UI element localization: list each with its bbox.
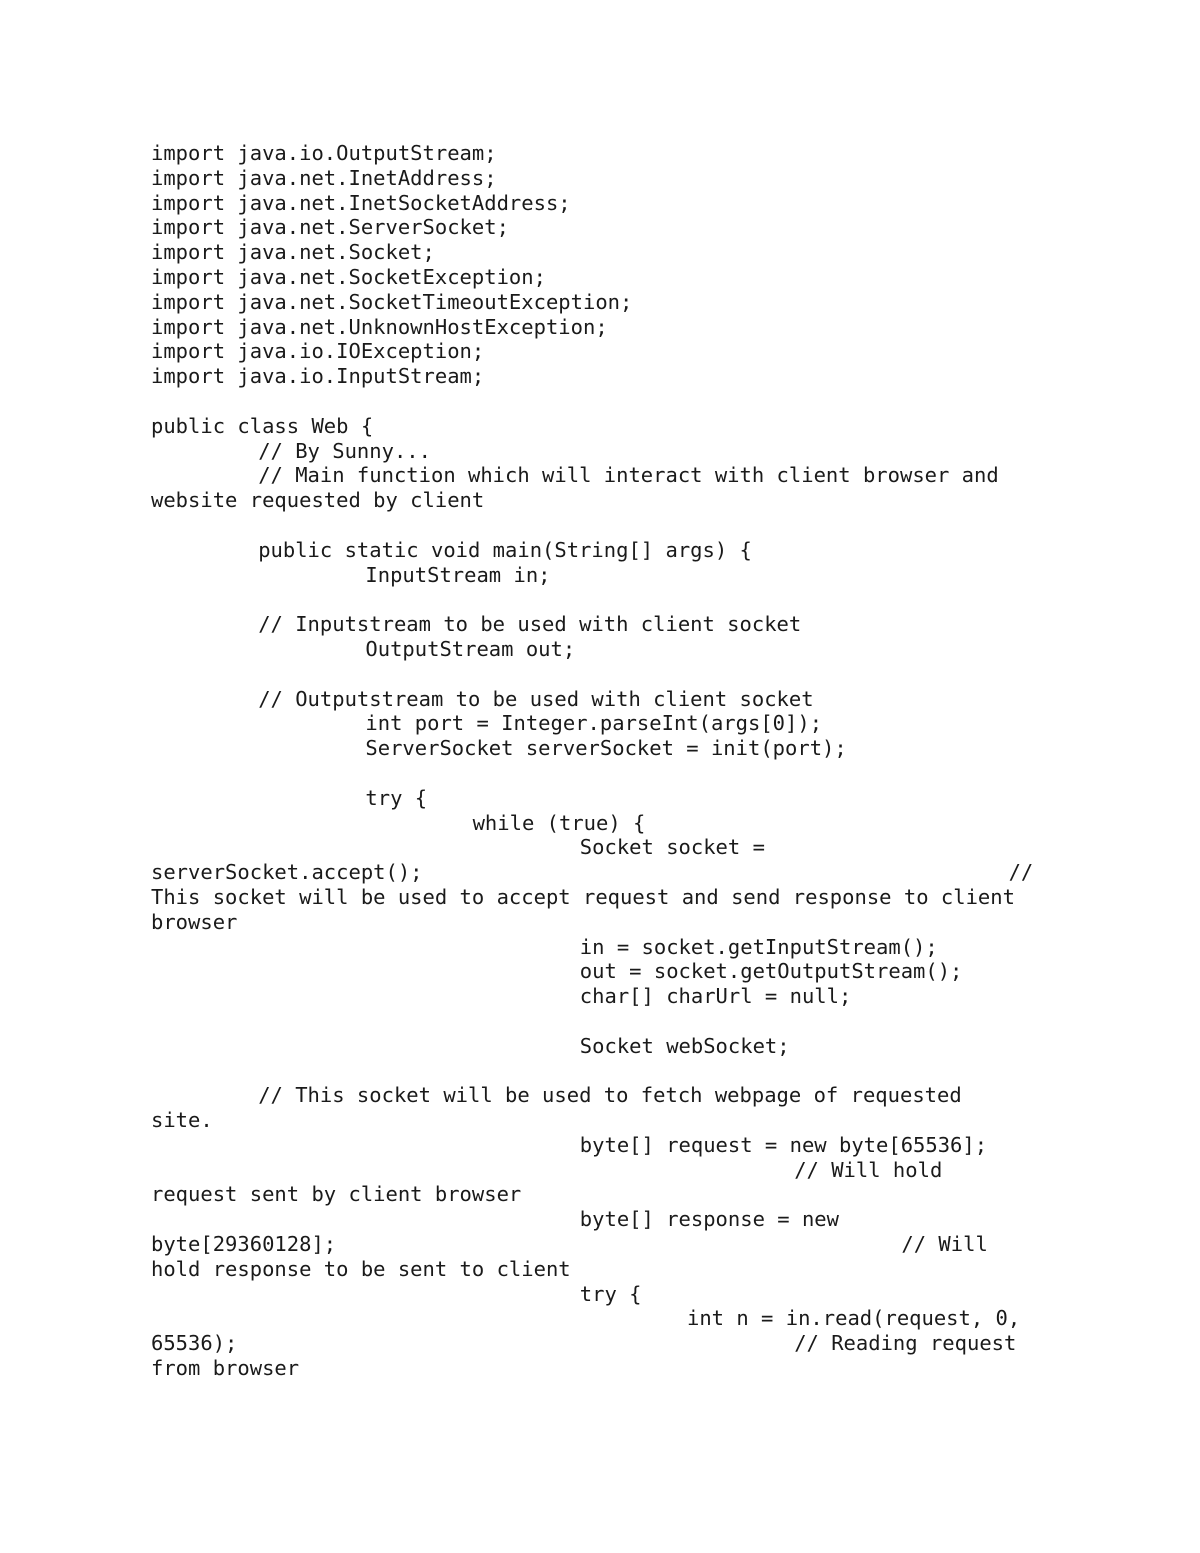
code-text: try {: [365, 785, 428, 810]
code-text: public class Web {: [151, 413, 374, 438]
code-text: in = socket.getInputStream();: [579, 934, 938, 959]
code-text: request sent by client browser: [151, 1182, 522, 1207]
code-text: out = socket.getOutputStream();: [579, 959, 963, 984]
code-text: hold response to be sent to client: [151, 1256, 571, 1281]
code-text: site.: [151, 1108, 213, 1133]
code-line: [151, 1356, 1051, 1381]
code-line: [151, 1282, 1051, 1307]
code-line: [151, 1232, 1051, 1257]
code-text: import java.net.SocketTimeoutException;: [151, 289, 633, 314]
code-line: [151, 191, 1051, 216]
code-line: [151, 935, 1051, 960]
code-line: [151, 1158, 1051, 1183]
code-line: [151, 414, 1051, 439]
code-text: import java.net.Socket;: [151, 240, 435, 265]
code-line: [151, 364, 1051, 389]
code-line: [151, 1306, 1051, 1331]
code-line: [151, 1108, 1051, 1133]
code-line: [151, 315, 1051, 340]
code-line: [151, 612, 1051, 637]
code-text: while (true) {: [472, 810, 646, 835]
code-text: browser: [151, 909, 238, 934]
code-text: public static void main(String[] args) {: [258, 537, 752, 562]
code-line: [151, 1058, 1051, 1083]
code-line: [151, 1182, 1051, 1207]
code-line: [151, 265, 1051, 290]
code-line: [151, 215, 1051, 240]
code-text: int n = in.read(request, 0,: [687, 1306, 1021, 1331]
code-line: [151, 166, 1051, 191]
code-line: [151, 1257, 1051, 1282]
code-text: // By Sunny...: [258, 438, 431, 463]
code-line: [151, 835, 1051, 860]
code-line: [151, 984, 1051, 1009]
code-line: [151, 736, 1051, 761]
code-line: [151, 488, 1051, 513]
code-text: 65536);: [151, 1331, 238, 1356]
code-line: [151, 959, 1051, 984]
code-text: // This socket will be used to fetch webpage of requested: [258, 1083, 962, 1108]
code-text: website requested by client: [151, 488, 485, 513]
code-text: This socket will be used to accept request and send response to client: [151, 884, 1015, 909]
code-listing: [151, 141, 1051, 1381]
code-text: byte[] response = new: [579, 1207, 839, 1232]
code-text: byte[29360128];: [151, 1232, 337, 1257]
code-text: int port = Integer.parseInt(args[0]);: [365, 711, 823, 736]
code-line: [151, 637, 1051, 662]
code-text: //: [1008, 860, 1034, 885]
code-text: // Will hold: [794, 1157, 943, 1182]
code-text: import java.io.InputStream;: [151, 364, 485, 389]
code-line: [151, 389, 1051, 414]
code-line: [151, 1331, 1051, 1356]
code-line: [151, 786, 1051, 811]
code-line: [151, 1133, 1051, 1158]
code-text: import java.io.IOException;: [151, 339, 485, 364]
code-text: import java.net.UnknownHostException;: [151, 314, 608, 339]
code-text: OutputStream out;: [365, 636, 576, 661]
code-line: [151, 439, 1051, 464]
code-line: [151, 463, 1051, 488]
code-line: [151, 563, 1051, 588]
code-line: [151, 1207, 1051, 1232]
code-line: [151, 761, 1051, 786]
code-text: import java.net.InetSocketAddress;: [151, 190, 571, 215]
code-text: // Main function which will interact with client browser and: [258, 463, 999, 488]
code-line: [151, 240, 1051, 265]
code-text: // Will: [901, 1232, 988, 1257]
code-line: [151, 513, 1051, 538]
code-line: [151, 811, 1051, 836]
code-line: [151, 1034, 1051, 1059]
code-text: import java.net.SocketException;: [151, 264, 546, 289]
code-text: char[] charUrl = null;: [579, 984, 852, 1009]
code-text: import java.io.OutputStream;: [151, 141, 497, 165]
code-text: // Reading request: [794, 1331, 1017, 1356]
code-line: [151, 290, 1051, 315]
code-text: byte[] request = new byte[65536];: [579, 1132, 988, 1157]
code-line: [151, 538, 1051, 563]
code-text: import java.net.ServerSocket;: [151, 215, 509, 240]
code-line: [151, 1009, 1051, 1034]
code-text: try {: [579, 1281, 642, 1306]
code-line: [151, 687, 1051, 712]
code-line: [151, 885, 1051, 910]
code-line: [151, 1083, 1051, 1108]
code-text: from browser: [151, 1356, 300, 1381]
code-line: [151, 662, 1051, 687]
code-line: [151, 910, 1051, 935]
code-line: [151, 711, 1051, 736]
code-text: Socket webSocket;: [579, 1033, 790, 1058]
code-text: ServerSocket serverSocket = init(port);: [365, 736, 847, 761]
code-line: [151, 339, 1051, 364]
code-line: [151, 141, 1051, 166]
code-text: Socket socket =: [579, 835, 765, 860]
code-text: InputStream in;: [365, 562, 551, 587]
code-line: [151, 587, 1051, 612]
code-line: [151, 860, 1051, 885]
code-text: // Outputstream to be used with client socket: [258, 686, 814, 711]
code-text: import java.net.InetAddress;: [151, 165, 497, 190]
code-text: // Inputstream to be used with client socket: [258, 612, 802, 637]
code-text: serverSocket.accept();: [151, 860, 423, 885]
